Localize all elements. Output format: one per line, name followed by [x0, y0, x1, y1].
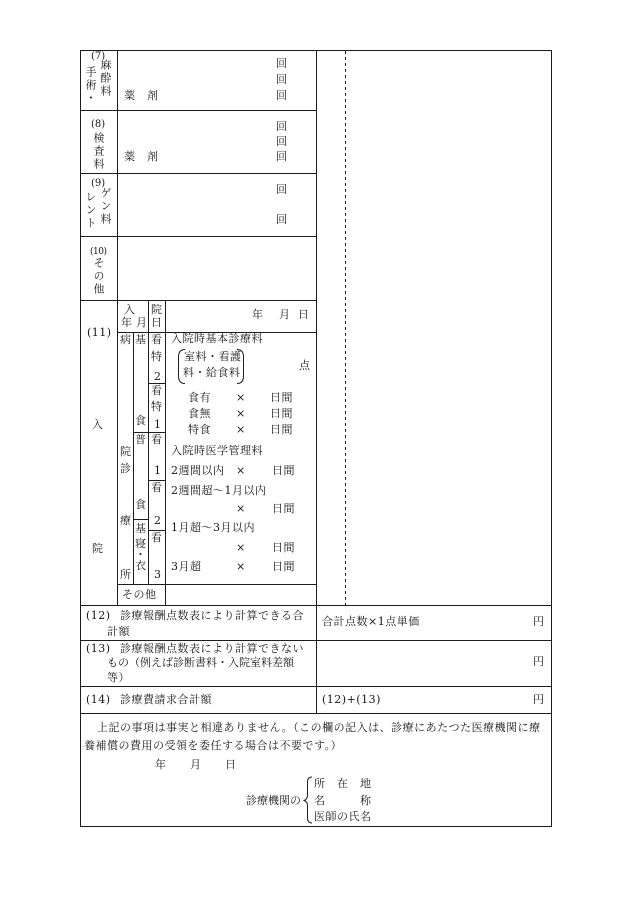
section-13-text-line3: 等）: [107, 671, 130, 684]
nursing-column-char: 看: [151, 531, 163, 544]
nursing-column-char: 看: [151, 433, 163, 446]
institution-label: 診療機関の: [246, 794, 301, 807]
meal-column-char: 食: [135, 498, 147, 511]
section-12-currency: 円: [533, 615, 545, 628]
period-row-days-unit: 日間: [272, 560, 295, 573]
period-row-times: ×: [236, 560, 246, 573]
section-8-count-unit: 回: [276, 135, 288, 148]
facility-column-char: 診: [120, 462, 132, 475]
section-9-count-unit: 回: [276, 213, 288, 226]
section-7-number: (7): [91, 51, 106, 62]
period-row-label: 2週間超～1月以内: [171, 484, 267, 497]
basic-fee-point-unit: 点: [299, 359, 311, 372]
meal-column-char: 普: [135, 433, 147, 446]
medical-management-title: 入院時医学管理料: [171, 444, 263, 457]
section-11-label-char: 院: [92, 542, 104, 555]
meal-row-label: 食無: [188, 407, 211, 420]
period-row-days-unit: 日間: [272, 502, 295, 515]
certification-text-line1: 上記の事項は事実と相違ありません。（この欄の記入は、診療にあたつた医療機関に療: [97, 721, 541, 734]
nursing-column-char: 看: [151, 333, 163, 346]
section-10-label: その他: [92, 257, 105, 296]
admission-date-day-unit: 日: [298, 308, 310, 321]
institution-address-label: 所 在 地: [314, 777, 372, 790]
period-row-days-unit: 日間: [272, 464, 295, 477]
institution-brace: [304, 777, 313, 823]
basic-fee-bracket-line2: 料・給食料: [183, 366, 241, 379]
section-14-number: (14): [86, 693, 111, 706]
admission-date-label-line1: 入 院: [124, 303, 165, 316]
section-12-text-line2: 計額: [107, 625, 130, 638]
certification-text-line2: 養補償の費用の受領を委任する場合は不要です。）: [84, 739, 343, 752]
section-14-formula: (12)+(13): [322, 693, 381, 706]
meal-row-days-unit: 日間: [270, 407, 293, 420]
section-9-count-unit: 回: [276, 183, 288, 196]
section-8-count-unit: 回: [276, 150, 288, 163]
nursing-column-char: 2: [154, 370, 162, 383]
section-9-label-left: レント: [84, 191, 97, 230]
meal-column-char: 食: [135, 414, 147, 427]
admission-date-month-unit: 月: [279, 308, 291, 321]
section-13-number: (13): [86, 642, 111, 655]
facility-column-char: 病: [120, 333, 132, 346]
basic-fee-title: 入院時基本診療料: [171, 332, 263, 345]
section-12-number: (12): [86, 609, 111, 622]
nursing-column-char: 特: [151, 400, 163, 413]
section-13-currency: 円: [533, 655, 545, 668]
period-row-times: ×: [236, 541, 246, 554]
nursing-column-char: 看: [151, 481, 163, 494]
meal-row-days-unit: 日間: [270, 391, 293, 404]
period-row-label: 3月超: [171, 560, 202, 573]
section-8-drug-label: 薬 剤: [124, 150, 159, 163]
section-11-label-char: 入: [92, 418, 104, 431]
section-13-text-line2: もの（例えば診断書料・入院室料差額: [107, 656, 294, 669]
meal-row-times: ×: [236, 407, 246, 420]
physician-name-label: 医師の氏名: [314, 810, 372, 823]
section-8-count-unit: 回: [276, 120, 288, 133]
section-10-number: (10): [90, 247, 107, 257]
nursing-column-char: 3: [154, 568, 162, 581]
meal-row-times: ×: [236, 423, 246, 436]
period-row-days-unit: 日間: [272, 541, 295, 554]
section-7-count-unit: 回: [276, 57, 288, 70]
section-14-currency: 円: [533, 693, 545, 706]
period-row-label: 1月超～3月以内: [171, 521, 255, 534]
meal-row-label: 食有: [188, 391, 211, 404]
section-9-label-right: ゲン料: [99, 187, 112, 226]
section-13-text-line1: 診療報酬点数表により計算できない: [120, 642, 304, 655]
period-row-times: ×: [236, 464, 246, 477]
admission-date-label-line2: 年月日: [121, 316, 166, 329]
facility-column-char: 院: [120, 445, 132, 458]
basic-fee-bracket-line1: 室料・看護: [184, 350, 242, 363]
meal-column-char: 基: [135, 522, 147, 535]
period-row-times: ×: [236, 502, 246, 515]
meal-column-char: 基: [135, 333, 147, 346]
section-14-text: 診療費請求合計額: [120, 693, 212, 706]
nursing-column-char: 1: [154, 418, 162, 431]
facility-column-char: 所: [120, 568, 132, 581]
facility-column-char: 療: [120, 514, 132, 527]
section-12-text-line1: 診療報酬点数表により計算できる合: [120, 609, 304, 622]
section-12-formula: 合計点数×1点単価: [322, 615, 420, 628]
certification-month-unit: 月: [190, 758, 202, 771]
meal-column-char: 寝: [135, 537, 147, 550]
period-row-label: 2週間以内: [171, 464, 225, 477]
section-7-label-right: 麻酔料: [99, 59, 112, 98]
inpatient-other-label: その他: [122, 588, 157, 601]
section-7-count-unit: 回: [276, 89, 288, 102]
section-7-drug-label: 薬 剤: [124, 89, 159, 102]
meal-column-char: ・: [135, 548, 147, 561]
meal-row-days-unit: 日間: [270, 423, 293, 436]
section-8-number: (8): [91, 119, 106, 130]
institution-name-label: 名 称: [314, 794, 372, 807]
nursing-column-char: 1: [154, 464, 162, 477]
meal-column-char: 衣: [135, 559, 147, 572]
section-11-number: (11): [87, 326, 112, 339]
nursing-column-char: 特: [151, 350, 163, 363]
section-7-count-unit: 回: [276, 73, 288, 86]
section-9-number: (9): [91, 178, 106, 189]
meal-row-times: ×: [236, 391, 246, 404]
nursing-column-char: 2: [154, 514, 162, 527]
nursing-column-char: 看: [151, 384, 163, 397]
certification-year-unit: 年: [155, 758, 167, 771]
certification-day-unit: 日: [225, 758, 237, 771]
meal-row-label: 特食: [188, 423, 211, 436]
section-8-label: 検査料: [92, 132, 105, 171]
admission-date-year-unit: 年: [252, 308, 264, 321]
section-7-label-left: 手術・: [84, 66, 97, 105]
